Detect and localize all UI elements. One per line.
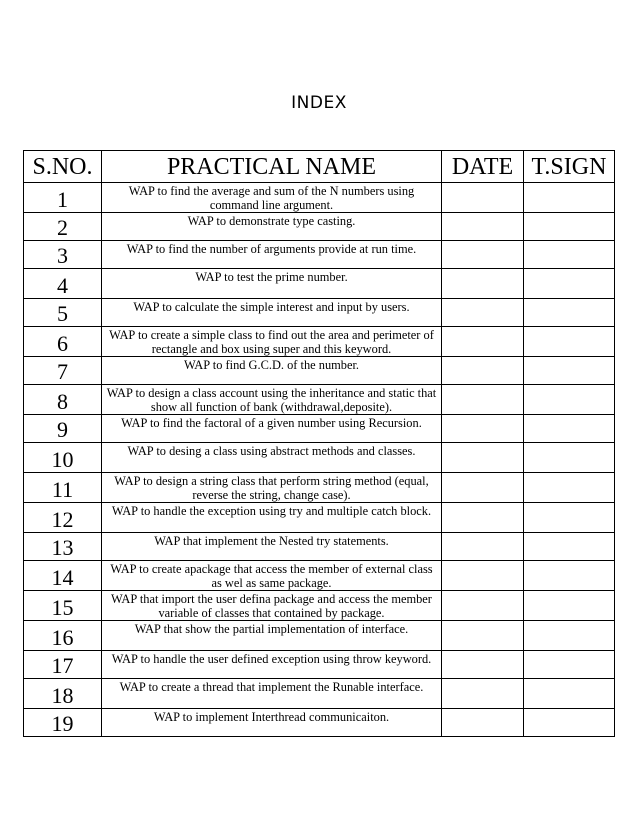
row-sno: 10	[24, 443, 102, 473]
row-date	[442, 591, 524, 621]
row-signature	[524, 357, 615, 385]
table-row	[24, 651, 615, 679]
row-signature	[524, 709, 615, 737]
row-signature	[524, 591, 615, 621]
row-sno: 3	[24, 241, 102, 269]
header-row	[24, 151, 615, 183]
table-row	[24, 561, 615, 591]
row-sno: 9	[24, 415, 102, 443]
table-row	[24, 591, 615, 621]
row-date	[442, 385, 524, 415]
row-date	[442, 357, 524, 385]
row-sno: 8	[24, 385, 102, 415]
row-practical-name: WAP to implement Interthread communicaiton.	[102, 709, 442, 737]
row-signature	[524, 443, 615, 473]
row-practical-name: WAP to find the average and sum of the N numbers using command line argument.	[102, 183, 442, 213]
row-date	[442, 269, 524, 299]
table-row	[24, 299, 615, 327]
row-sno: 18	[24, 679, 102, 709]
row-date	[442, 679, 524, 709]
row-practical-name: WAP that import the user defina package and access the member variable of classes that contained by package.	[102, 591, 442, 621]
row-signature	[524, 183, 615, 213]
row-date	[442, 709, 524, 737]
table-row	[24, 443, 615, 473]
row-practical-name: WAP to handle the exception using try and multiple catch block.	[102, 503, 442, 533]
row-date	[442, 241, 524, 269]
row-signature	[524, 533, 615, 561]
row-date	[442, 415, 524, 443]
row-date	[442, 299, 524, 327]
row-date	[442, 561, 524, 591]
row-signature	[524, 621, 615, 651]
row-practical-name: WAP that show the partial implementation of interface.	[102, 621, 442, 651]
row-practical-name: WAP that implement the Nested try statements.	[102, 533, 442, 561]
row-signature	[524, 385, 615, 415]
row-signature	[524, 651, 615, 679]
row-date	[442, 503, 524, 533]
row-practical-name: WAP to find the number of arguments provide at run time.	[102, 241, 442, 269]
row-signature	[524, 327, 615, 357]
row-signature	[524, 415, 615, 443]
row-sno: 11	[24, 473, 102, 503]
row-practical-name: WAP to create apackage that access the member of external class as wel as same package.	[102, 561, 442, 591]
row-sno: 1	[24, 183, 102, 213]
table-row	[24, 183, 615, 213]
table-row	[24, 621, 615, 651]
row-practical-name: WAP to handle the user defined exception using throw keyword.	[102, 651, 442, 679]
table-row	[24, 709, 615, 737]
row-date	[442, 183, 524, 213]
row-date	[442, 621, 524, 651]
row-signature	[524, 213, 615, 241]
table-row	[24, 679, 615, 709]
header-signature: T.SIGN	[524, 151, 615, 183]
row-practical-name: WAP to find the factoral of a given number using Recursion.	[102, 415, 442, 443]
row-signature	[524, 299, 615, 327]
table-row	[24, 415, 615, 443]
row-sno: 15	[24, 591, 102, 621]
row-sno: 5	[24, 299, 102, 327]
row-practical-name: WAP to create a thread that implement the Runable interface.	[102, 679, 442, 709]
row-date	[442, 533, 524, 561]
row-signature	[524, 503, 615, 533]
table-row	[24, 327, 615, 357]
row-sno: 13	[24, 533, 102, 561]
row-sno: 4	[24, 269, 102, 299]
table-row	[24, 213, 615, 241]
row-sno: 12	[24, 503, 102, 533]
row-date	[442, 473, 524, 503]
row-sno: 19	[24, 709, 102, 737]
row-sno: 17	[24, 651, 102, 679]
row-sno: 16	[24, 621, 102, 651]
header-practical-name: PRACTICAL NAME	[102, 151, 442, 183]
index-table	[23, 150, 615, 737]
page-title: INDEX	[291, 93, 347, 113]
row-date	[442, 213, 524, 241]
table-row	[24, 533, 615, 561]
table-row	[24, 241, 615, 269]
header-sno: S.NO.	[24, 151, 102, 183]
table-row	[24, 473, 615, 503]
row-signature	[524, 473, 615, 503]
row-sno: 6	[24, 327, 102, 357]
row-practical-name: WAP to create a simple class to find out the area and perimeter of rectangle and box using super and this keyword.	[102, 327, 442, 357]
row-practical-name: WAP to design a string class that perform string method (equal, reverse the string, change case).	[102, 473, 442, 503]
table-row	[24, 269, 615, 299]
row-signature	[524, 241, 615, 269]
row-practical-name: WAP to find G.C.D. of the number.	[102, 357, 442, 385]
row-signature	[524, 679, 615, 709]
table-row	[24, 385, 615, 415]
row-practical-name: WAP to desing a class using abstract methods and classes.	[102, 443, 442, 473]
table-row	[24, 357, 615, 385]
row-date	[442, 327, 524, 357]
row-practical-name: WAP to design a class account using the inheritance and static that show all function of bank (withdrawal,deposite).	[102, 385, 442, 415]
row-practical-name: WAP to demonstrate type casting.	[102, 213, 442, 241]
row-practical-name: WAP to test the prime number.	[102, 269, 442, 299]
row-signature	[524, 269, 615, 299]
row-signature	[524, 561, 615, 591]
row-sno: 2	[24, 213, 102, 241]
row-date	[442, 651, 524, 679]
row-sno: 7	[24, 357, 102, 385]
header-date: DATE	[442, 151, 524, 183]
row-date	[442, 443, 524, 473]
table-row	[24, 503, 615, 533]
row-sno: 14	[24, 561, 102, 591]
row-practical-name: WAP to calculate the simple interest and input by users.	[102, 299, 442, 327]
